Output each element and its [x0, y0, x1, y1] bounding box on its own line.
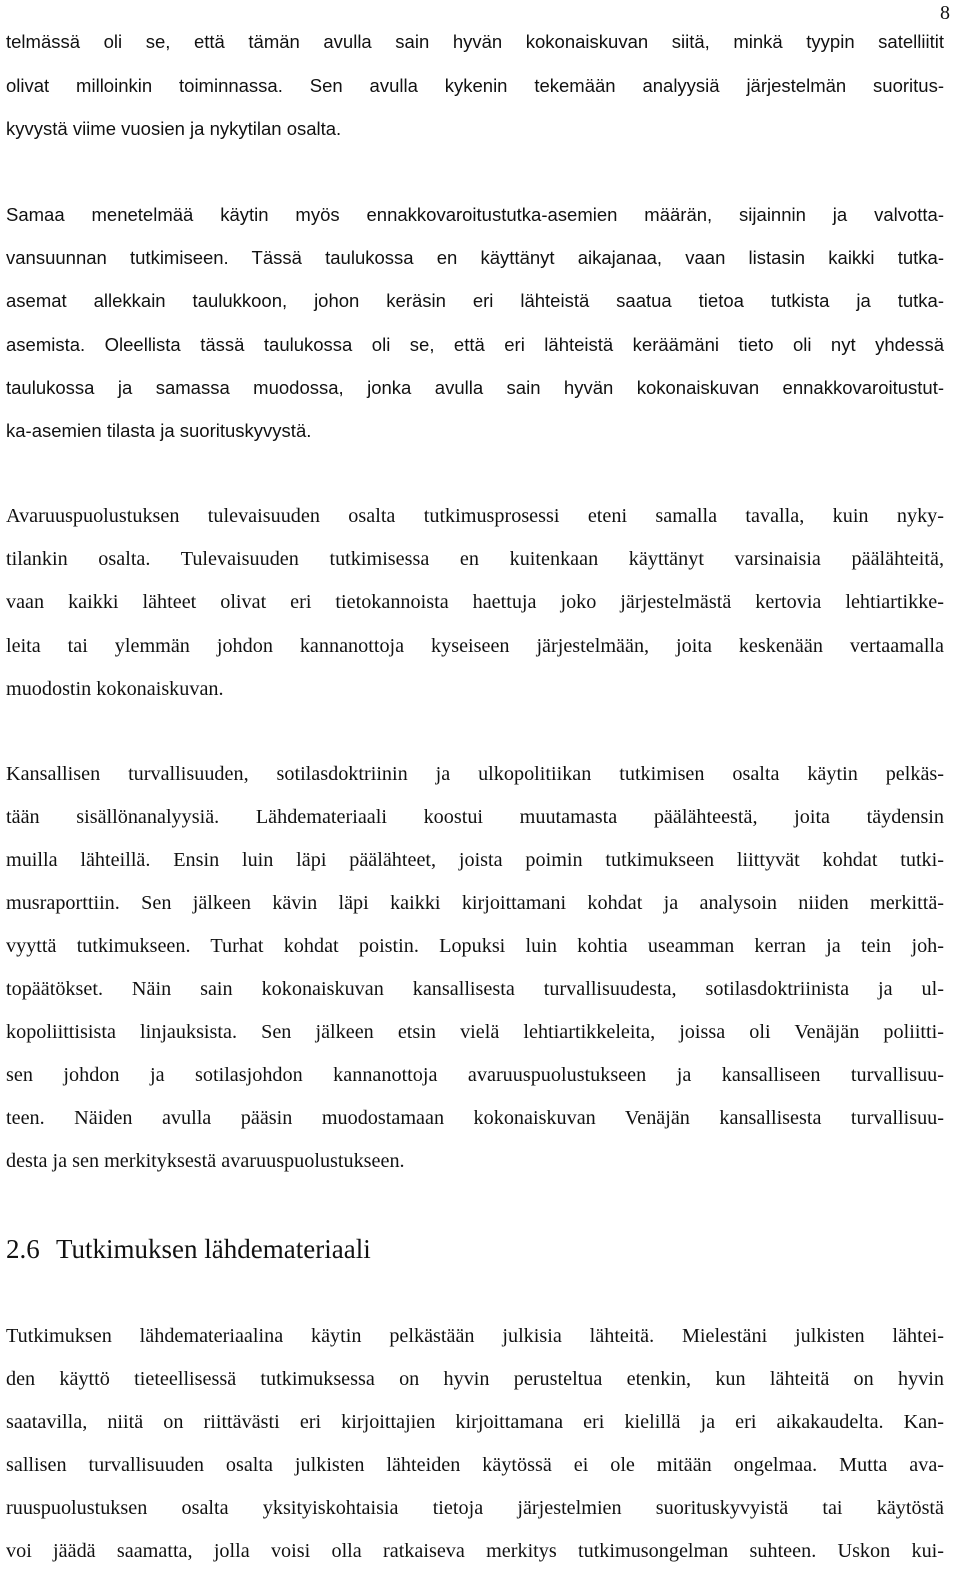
text-line: musraporttiin. Sen jälkeen kävin läpi kaikki kirjoittamani kohdat ja analysoin niiden merkittä- — [6, 892, 944, 914]
text-line: vansuunnan tutkimiseen. Tässä taulukossa en käyttänyt aikajanaa, vaan listasin kaikki tutka- — [6, 247, 944, 268]
text-line: den käyttö tieteellisessä tutkimuksessa on hyvin perusteltua etenkin, kun lähteitä on hyvin — [6, 1368, 944, 1390]
text-line: saatavilla, niitä on riittävästi eri kirjoittajien kirjoittamana eri kielillä ja eri aikakaudelta. Kan- — [6, 1411, 944, 1433]
section-title: Tutkimuksen lähdemateriaali — [56, 1234, 371, 1264]
text-line: telmässä oli se, että tämän avulla sain hyvän kokonaiskuvan siitä, minkä tyypin satelliitit — [6, 31, 944, 52]
text-line: Avaruuspuolustuksen tulevaisuuden osalta tutkimusprosessi eteni samalla tavalla, kuin nyky- — [6, 505, 944, 527]
text-line: muilla lähteillä. Ensin luin läpi päälähteet, joista poimin tutkimukseen liittyvät kohdat tutki- — [6, 849, 944, 871]
text-line: sallisen turvallisuuden osalta julkisten lähteiden käytössä ei ole mitään ongelmaa. Mutta ava- — [6, 1454, 944, 1476]
text-line: Samaa menetelmää käytin myös ennakkovaroitustutka-asemien määrän, sijainnin ja valvotta- — [6, 204, 944, 225]
text-line: tilankin osalta. Tulevaisuuden tutkimisessa en kuitenkaan käyttänyt varsinaisia päälähteitä, — [6, 548, 944, 570]
text-line: muodostin kokonaiskuvan. — [6, 678, 224, 700]
text-line: Kansallisen turvallisuuden, sotilasdoktriinin ja ulkopolitiikan tutkimisen osalta käytin pelkäs- — [6, 763, 944, 785]
text-line: leita tai ylemmän johdon kannanottoja kyseiseen järjestelmään, joita keskenään vertaamalla — [6, 635, 944, 657]
section-heading — [6, 1233, 371, 1265]
text-line: topäätökset. Näin sain kokonaiskuvan kansallisesta turvallisuudesta, sotilasdoktriinista ja ul- — [6, 978, 944, 1000]
page-number: 8 — [940, 2, 950, 24]
text-line: vyyttä tutkimukseen. Turhat kohdat poistin. Lopuksi luin kohtia useamman kerran ja tein joh- — [6, 935, 944, 957]
text-line: voi jäädä saamatta, jolla voisi olla ratkaiseva merkitys tutkimusongelman suhteen. Uskon kui- — [6, 1540, 944, 1562]
text-line: desta ja sen merkityksestä avaruuspuolustukseen. — [6, 1150, 405, 1172]
text-line: Tutkimuksen lähdemateriaalina käytin pelkästään julkisia lähteitä. Mielestäni julkisten lähtei- — [6, 1325, 944, 1347]
text-line: vaan kaikki lähteet olivat eri tietokannoista haettuja joko järjestelmästä kertovia lehtiartikke- — [6, 591, 944, 613]
text-line: kyvystä viime vuosien ja nykytilan osalta. — [6, 118, 342, 139]
text-line: ruuspuolustuksen osalta yksityiskohtaisia tietoja järjestelmien suorituskyvyistä tai käytöstä — [6, 1497, 944, 1519]
text-line: ka-asemien tilasta ja suorituskyvystä. — [6, 420, 312, 441]
text-line: tään sisällönanalyysiä. Lähdemateriaali koostui muutamasta päälähteestä, joita täydensin — [6, 806, 944, 828]
text-line: kopoliittisista linjauksista. Sen jälkeen etsin vielä lehtiartikkeleita, joissa oli Venäjän poliitti- — [6, 1021, 944, 1043]
text-line: olivat milloinkin toiminnassa. Sen avulla kykenin tekemään analyysiä järjestelmän suoritus- — [6, 75, 944, 96]
text-line: asemista. Oleellista tässä taulukossa oli se, että eri lähteistä keräämäni tieto oli nyt yhdessä — [6, 334, 944, 355]
text-line: sen johdon ja sotilasjohdon kannanottoja avaruuspuolustukseen ja kansalliseen turvallisuu- — [6, 1064, 944, 1086]
text-line: taulukossa ja samassa muodossa, jonka avulla sain hyvän kokonaiskuvan ennakkovaroitustut- — [6, 377, 944, 398]
text-line: teen. Näiden avulla pääsin muodostamaan kokonaiskuvan Venäjän kansallisesta turvallisuu- — [6, 1107, 944, 1129]
section-number: 2.6 — [6, 1234, 40, 1264]
text-line: asemat allekkain taulukkoon, johon keräsin eri lähteistä saatua tietoa tutkista ja tutka- — [6, 290, 944, 311]
